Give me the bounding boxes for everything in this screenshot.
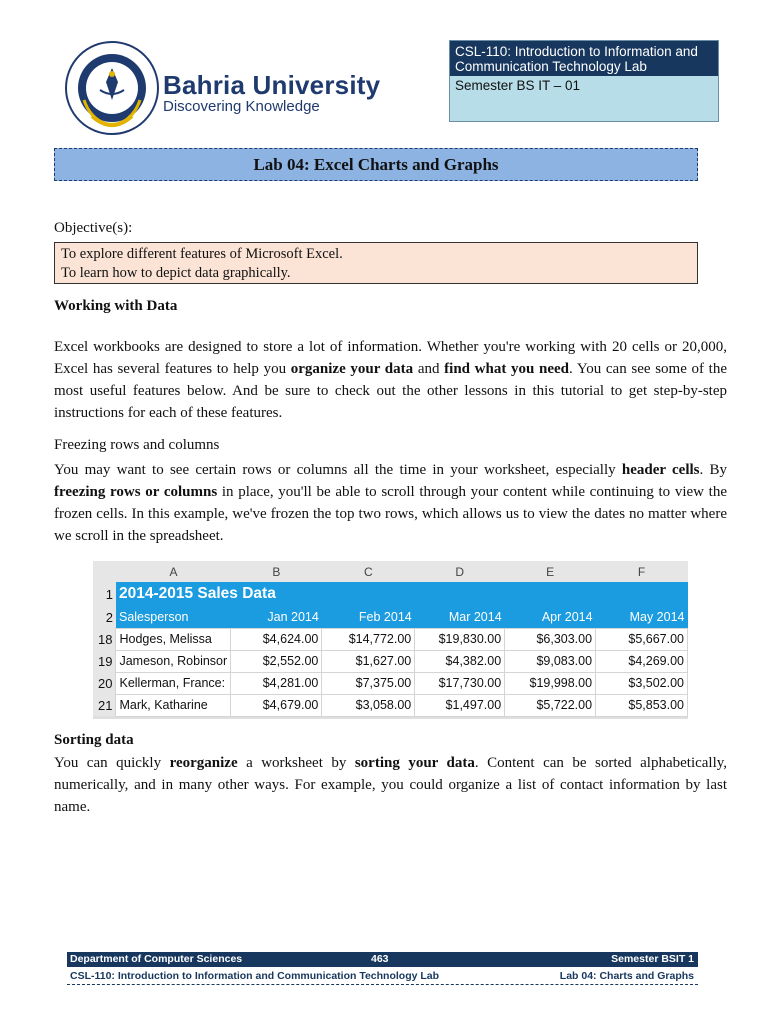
- table-cell: $1,497.00: [415, 694, 505, 716]
- course-title-line2: Communication Technology Lab: [455, 59, 647, 74]
- table-row: [93, 694, 688, 716]
- row-number: 21: [93, 694, 116, 716]
- working-paragraph: Excel workbooks are designed to store a lot of information. Whether you're working with 20 cells or 20,000, Excel has several features to help you organize your data and find what you need. You can see some of the most useful features below. And be sure to check out the other lessons in this tutorial to get step-by-step instructions for each of these features.: [54, 339, 728, 421]
- table-cell: $5,667.00: [596, 628, 688, 650]
- section-heading-sorting: Sorting data: [54, 732, 134, 748]
- row-number: 20: [93, 672, 116, 694]
- table-cell: $9,083.00: [505, 650, 596, 672]
- footer-lab: Lab 04: Charts and Graphs: [559, 970, 694, 982]
- spreadsheet-example: [93, 561, 688, 719]
- lab-title: Lab 04: Excel Charts and Graphs: [54, 148, 698, 181]
- objectives-box: [54, 242, 698, 284]
- row-number: 19: [93, 650, 116, 672]
- university-name: Bahria University: [163, 70, 381, 100]
- column-letter: A: [116, 561, 231, 582]
- table-cell: Hodges, Melissa: [116, 628, 231, 650]
- footer-course: CSL-110: Introduction to Information and Communication Technology Lab: [70, 970, 440, 982]
- column-header: Apr 2014: [505, 606, 596, 628]
- course-info-box: [449, 40, 719, 122]
- objective-item: To learn how to depict data graphically.: [61, 265, 291, 281]
- table-cell: $4,624.00: [231, 628, 322, 650]
- column-letter: E: [505, 561, 596, 582]
- footer-course-line: [67, 969, 698, 985]
- column-header: May 2014: [596, 606, 688, 628]
- table-cell: Mark, Katharine: [116, 694, 231, 716]
- column-header: Feb 2014: [322, 606, 415, 628]
- footer-semester: Semester BSIT 1: [611, 953, 694, 965]
- select-all-corner: [93, 561, 116, 582]
- row-number: 18: [93, 628, 116, 650]
- objectives-label: Objective(s):: [54, 220, 133, 236]
- page-number: 463: [371, 953, 389, 965]
- row-number: 1: [93, 582, 116, 606]
- footer-department: Department of Computer Sciences: [70, 953, 243, 965]
- table-cell: $5,853.00: [596, 694, 688, 716]
- column-header: Mar 2014: [415, 606, 505, 628]
- table-cell: $4,679.00: [231, 694, 322, 716]
- sorting-paragraph: You can quickly reorganize a worksheet by sorting your data. Content can be sorted alphabetically, numerically, and in many other ways. For example, you could organize a list of contact information by last name.: [54, 755, 728, 815]
- table-cell: $4,269.00: [596, 650, 688, 672]
- table-cell: $6,303.00: [505, 628, 596, 650]
- table-cell: $3,058.00: [322, 694, 415, 716]
- table-cell: $7,375.00: [322, 672, 415, 694]
- university-logo: [62, 38, 162, 138]
- column-letter: D: [415, 561, 505, 582]
- column-header: Salesperson: [116, 606, 231, 628]
- table-cell: $14,772.00: [322, 628, 415, 650]
- table-cell: $2,552.00: [231, 650, 322, 672]
- column-letter: B: [231, 561, 322, 582]
- table-cell: $19,998.00: [505, 672, 596, 694]
- table-cell: $17,730.00: [415, 672, 505, 694]
- table-cell: $4,281.00: [231, 672, 322, 694]
- table-row: [93, 628, 688, 650]
- semester-label: Semester BS IT – 01: [455, 78, 581, 93]
- table-row: [93, 672, 688, 694]
- column-letter: C: [322, 561, 415, 582]
- row-number: 2: [93, 606, 116, 628]
- footer-bar: [67, 952, 698, 967]
- column-letter: F: [596, 561, 688, 582]
- table-cell: $5,722.00: [505, 694, 596, 716]
- table-cell: $1,627.00: [322, 650, 415, 672]
- objective-item: To explore different features of Microsoft Excel.: [61, 246, 343, 262]
- column-header: Jan 2014: [231, 606, 322, 628]
- section-heading-freezing: Freezing rows and columns: [54, 437, 220, 453]
- table-cell: $4,382.00: [415, 650, 505, 672]
- table-row: [93, 650, 688, 672]
- table-cell: $3,502.00: [596, 672, 688, 694]
- table-cell: Jameson, Robinsor: [116, 650, 231, 672]
- university-tagline: Discovering Knowledge: [163, 98, 320, 115]
- table-cell: $19,830.00: [415, 628, 505, 650]
- section-heading-working: Working with Data: [54, 298, 178, 314]
- sheet-title: 2014-2015 Sales Data: [116, 582, 688, 606]
- table-cell: Kellerman, France:: [116, 672, 231, 694]
- freezing-paragraph: You may want to see certain rows or columns all the time in your worksheet, especially header cells. By freezing rows or columns in place, you'll be able to scroll through your content while continuing to view the frozen cells. In this example, we've frozen the top two rows, which allows us to view the dates no matter where we scroll in the spreadsheet.: [54, 462, 728, 544]
- course-title-line1: CSL-110: Introduction to Information and: [455, 44, 698, 59]
